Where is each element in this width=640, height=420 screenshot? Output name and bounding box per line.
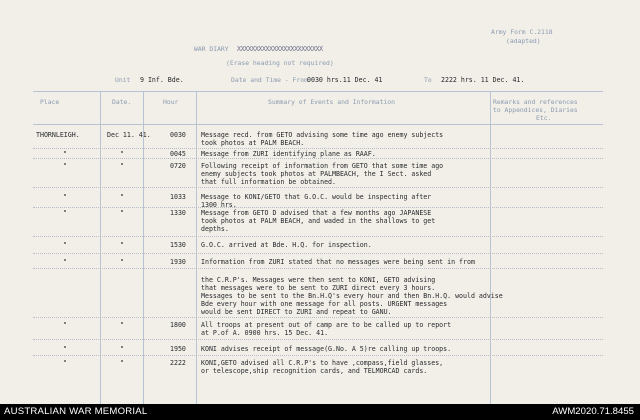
entry-date: " — [120, 258, 124, 266]
entry-place: " — [63, 359, 67, 367]
entry-line: G.O.C. arrived at Bde. H.Q. for inspection. — [201, 241, 372, 249]
to-value: 2222 hrs. 11 Dec. 41. — [441, 76, 525, 84]
unit-label: Unit — [115, 76, 131, 84]
col-header-date: Date. — [112, 98, 132, 106]
col-divider-hour — [196, 91, 197, 404]
entry-hour: 1800 — [170, 321, 186, 329]
entry-place: " — [63, 150, 67, 158]
archive-reference: AWM2020.71.8455 — [552, 406, 634, 417]
archive-footer — [0, 404, 640, 420]
col-header-place: Place — [40, 98, 60, 106]
entry-date: " — [120, 150, 124, 158]
col-header-remarks: Remarks and references — [493, 98, 578, 106]
from-value: 0030 hrs.11 Dec. 41 — [307, 76, 383, 84]
col-header-remarks-3: Etc. — [536, 114, 552, 122]
entry-place: " — [63, 209, 67, 217]
entry-line: that full information be obtained. — [201, 178, 336, 186]
entry-hour: 1033 — [170, 193, 186, 201]
entry-line: Message from GETO D advised that a few months ago JAPANESE — [201, 209, 432, 217]
entry-place: " — [63, 345, 67, 353]
entry-hour: 1330 — [170, 209, 186, 217]
entry-line: Messages to be sent to the Bn.H.Q's every hour and then Bn.H.Q. would advise — [201, 292, 503, 300]
entry-date: " — [120, 321, 124, 329]
entry-line: the C.R.P's. Messages were then sent to KONI, GETO advising — [201, 276, 436, 284]
entry-hour: 2222 — [170, 359, 186, 367]
entry-line: Information from ZURI stated that no messages were being sent in from — [201, 258, 475, 266]
erase-note: (Erase heading not required) — [226, 59, 334, 67]
table-top-rule — [33, 91, 603, 92]
entry-date: " — [120, 193, 124, 201]
entry-date: " — [120, 359, 124, 367]
entry-date: " — [120, 345, 124, 353]
col-header-summary: Summary of Events and Information — [268, 98, 395, 106]
adapted-label: (adapted) — [506, 37, 541, 45]
entry-line: Bde every hour with one message for all posts. URGENT messages — [201, 300, 448, 308]
entry-line: KONI,GETO advised all C.R.P's to have ,compass,field glasses, — [201, 359, 444, 367]
entry-hour: 1530 — [170, 241, 186, 249]
entry-line: depths. — [201, 225, 229, 233]
col-divider-summary — [490, 91, 491, 404]
war-diary-label: WAR DIARY — [194, 45, 229, 53]
col-divider-place — [100, 91, 101, 404]
unit-value: 9 Inf. Bde. — [140, 76, 184, 84]
entry-line: took photos at PALM BEACH. — [201, 139, 305, 147]
entry-hour: 0045 — [170, 150, 186, 158]
entry-line: Message from ZURI identifying plane as RAAF. — [201, 150, 376, 158]
entry-line: Message recd. from GETO advising some time ago enemy subjects — [201, 131, 444, 139]
entry-line: at P.of A. 0900 hrs. 15 Dec. 41. — [201, 329, 329, 337]
entry-hour: 0720 — [170, 162, 186, 170]
date-time-label: Date and Time - From — [231, 76, 308, 84]
entry-hour: 1930 — [170, 258, 186, 266]
entry-place: THORNLEIGH. — [36, 131, 80, 139]
entry-date: " — [120, 209, 124, 217]
entry-line: All troops at present out of camp are to be called up to report — [201, 321, 452, 329]
entry-line: KONI advises receipt of message(G.No. A 5)re calling up troops. — [201, 345, 452, 353]
war-diary-redaction: XXXXXXXXXXXXXXXXXXXXXXXX — [237, 45, 323, 53]
entry-line: enemy subjects took photos at PALMBEACH, the I Sect. asked — [201, 170, 432, 178]
entry-line: or telescope,ship recognition cards, and TELMORCAD cards. — [201, 367, 428, 375]
entry-hour: 1950 — [170, 345, 186, 353]
entry-hour: 0030 — [170, 131, 186, 139]
entry-date: " — [120, 241, 124, 249]
army-form-label: Army Form C.2118 — [491, 28, 553, 36]
col-header-remarks-2: to Appendices, Diaries — [493, 106, 578, 114]
institution-name: AUSTRALIAN WAR MEMORIAL — [4, 406, 148, 417]
entry-date: Dec 11. 41. — [107, 131, 151, 139]
to-label: To — [424, 76, 432, 84]
entry-place: " — [63, 162, 67, 170]
entry-line: Message to KONI/GETO that G.O.C. would be inspecting after — [201, 193, 432, 201]
header-bottom-rule — [33, 124, 603, 125]
entry-line: 1300 hrs. — [201, 201, 237, 209]
entry-place: " — [63, 258, 67, 266]
entry-place: " — [63, 193, 67, 201]
entry-line: Following receipt of information from GETO that some time ago — [201, 162, 444, 170]
entry-line: that messages were to be sent to ZURI direct every 3 hours. — [201, 284, 436, 292]
entry-line: would be sent DIRECT to ZURI and repeat to GANU. — [201, 308, 392, 316]
entry-place: " — [63, 241, 67, 249]
entry-date: " — [120, 162, 124, 170]
entry-place: " — [63, 321, 67, 329]
col-header-hour: Hour — [163, 98, 179, 106]
entry-line: took photos at PALM BEACH, and waded in the shallows to get — [201, 217, 436, 225]
